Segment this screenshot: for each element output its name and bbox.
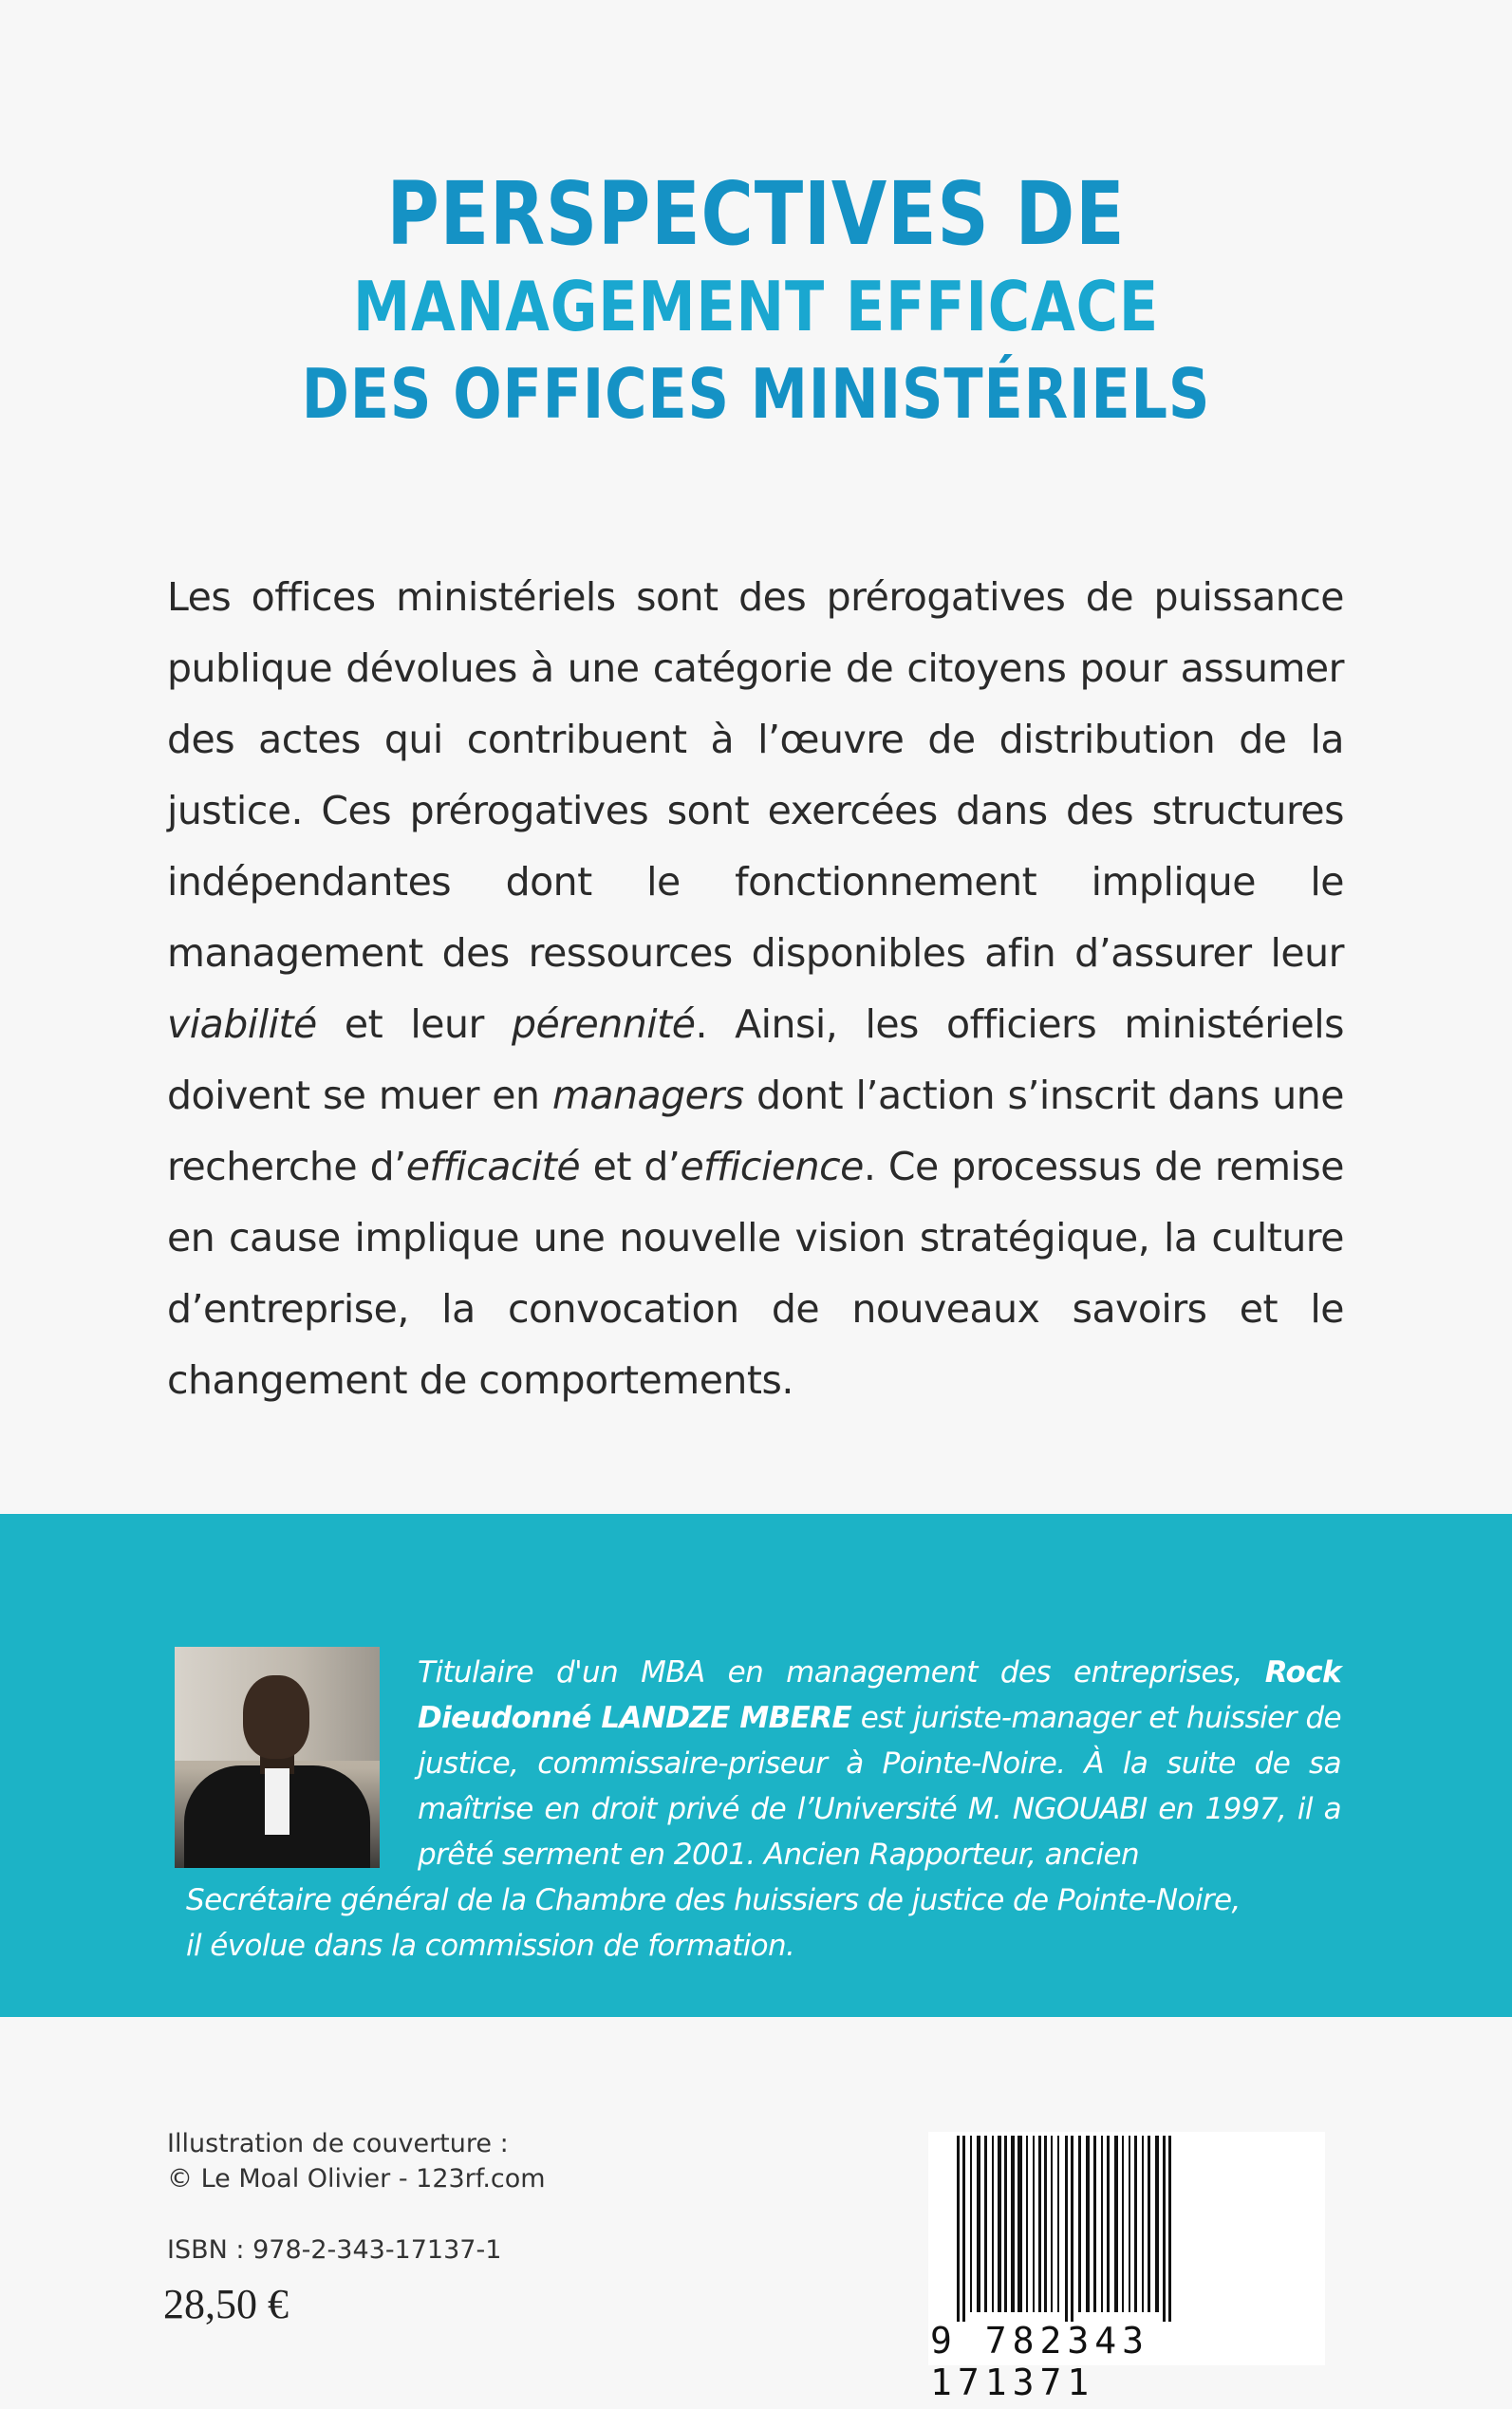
barcode-bar [1044, 2136, 1047, 2312]
barcode-bar [1057, 2136, 1059, 2312]
barcode-bar [1078, 2136, 1081, 2312]
credit-value: © Le Moal Olivier - 123rf.com [167, 2164, 546, 2194]
bio-line: Secrétaire général de la Chambre des huissiers de justice de Pointe-Noire, [186, 1883, 1241, 1917]
barcode-bar [1129, 2136, 1130, 2312]
barcode-bar [1101, 2136, 1103, 2312]
barcode-bar [1086, 2136, 1090, 2312]
barcode-bar [1148, 2136, 1150, 2312]
summary-text: et d’ [580, 1144, 681, 1189]
bio-line: il évolue dans la commission de formation. [186, 1929, 795, 1963]
barcode-bar [1134, 2136, 1137, 2312]
summary-text: et leur [316, 1001, 512, 1047]
book-summary [167, 562, 1344, 1416]
isbn: ISBN : 978-2-343-17137-1 [167, 2235, 502, 2265]
author-name: Rock Dieudonné LANDZE MBERE [418, 1655, 1341, 1735]
barcode-bar [1155, 2136, 1159, 2312]
summary-text: . Ce processus de remise en cause implique une nouvelle vision stratégique, la culture d’entreprise, la convocation de nouveaux savoirs et le changement de comportements. [167, 1144, 1344, 1403]
barcode-bar [984, 2136, 987, 2312]
barcode-bar [1071, 2136, 1073, 2322]
barcode-bar [1163, 2136, 1166, 2322]
author-photo [175, 1647, 380, 1868]
book-title [0, 163, 1512, 438]
bio-text: Titulaire d'un MBA en management des entreprises, [418, 1655, 1265, 1690]
bio-text: est juriste-manager et huissier de justice, commissaire-priseur à Pointe-Noire. À la suite de sa maîtrise en droit privé de l’Université M. NGOUABI en 1997, il a prêté serment en 2001. Ancien Rapporteur, ancien [418, 1701, 1341, 1872]
barcode-bar [957, 2136, 960, 2322]
author-bio-continued [186, 1877, 1341, 1969]
barcode-bar [998, 2136, 1001, 2312]
barcode-bar [1107, 2136, 1110, 2312]
summary-text: dont l’action s’inscrit dans une recherche d’ [167, 1073, 1344, 1189]
summary-emphasis: efficience [680, 1144, 864, 1189]
barcode-bar [1065, 2136, 1068, 2322]
barcode [928, 2132, 1325, 2403]
barcode-bar [1011, 2136, 1015, 2312]
barcode-bar [1051, 2136, 1053, 2312]
title-line-2: MANAGEMENT EFFICACE [352, 267, 1160, 346]
title-line-1: PERSPECTIVES DE [386, 163, 1126, 265]
summary-emphasis: managers [551, 1073, 744, 1118]
barcode-bar [1142, 2136, 1144, 2312]
title-line-3: DES OFFICES MINISTÉRIELS [301, 354, 1211, 434]
barcode-bars [928, 2132, 1325, 2322]
barcode-bar [1168, 2136, 1171, 2322]
summary-emphasis: viabilité [167, 1001, 317, 1047]
summary-text: Les offices ministériels sont des prérogatives de puissance publique dévolues à une catégorie de citoyens pour assumer des actes qui contribuent à l’œuvre de distribution de la justice. Ces prérogatives sont exercées dans des structures indépendantes dont le fonctionnement implique le management des ressources disponibles afin d’assurer leur [167, 574, 1344, 976]
barcode-bar [1122, 2136, 1124, 2312]
barcode-bar [1026, 2136, 1028, 2312]
barcode-bar [962, 2136, 965, 2322]
barcode-bar [977, 2136, 980, 2312]
barcode-bar [1114, 2136, 1118, 2312]
credit-label: Illustration de couverture : [167, 2129, 509, 2158]
barcode-bar [1033, 2136, 1035, 2312]
barcode-bar [1038, 2136, 1041, 2312]
summary-emphasis: efficacité [405, 1144, 581, 1189]
barcode-bar [992, 2136, 994, 2312]
barcode-bar [1017, 2136, 1022, 2312]
summary-text: . Ainsi, les officiers ministériels doivent se muer en [167, 1001, 1344, 1118]
barcode-bar [970, 2136, 972, 2312]
barcode-digits: 9 782343 171371 [930, 2320, 1150, 2403]
price: 28,50 € [163, 2281, 289, 2327]
summary-emphasis: pérennité [511, 1001, 696, 1047]
cover-credit [167, 2126, 546, 2196]
barcode-bar [1093, 2136, 1096, 2312]
barcode-bar [1004, 2136, 1007, 2312]
author-bio [418, 1650, 1341, 1877]
